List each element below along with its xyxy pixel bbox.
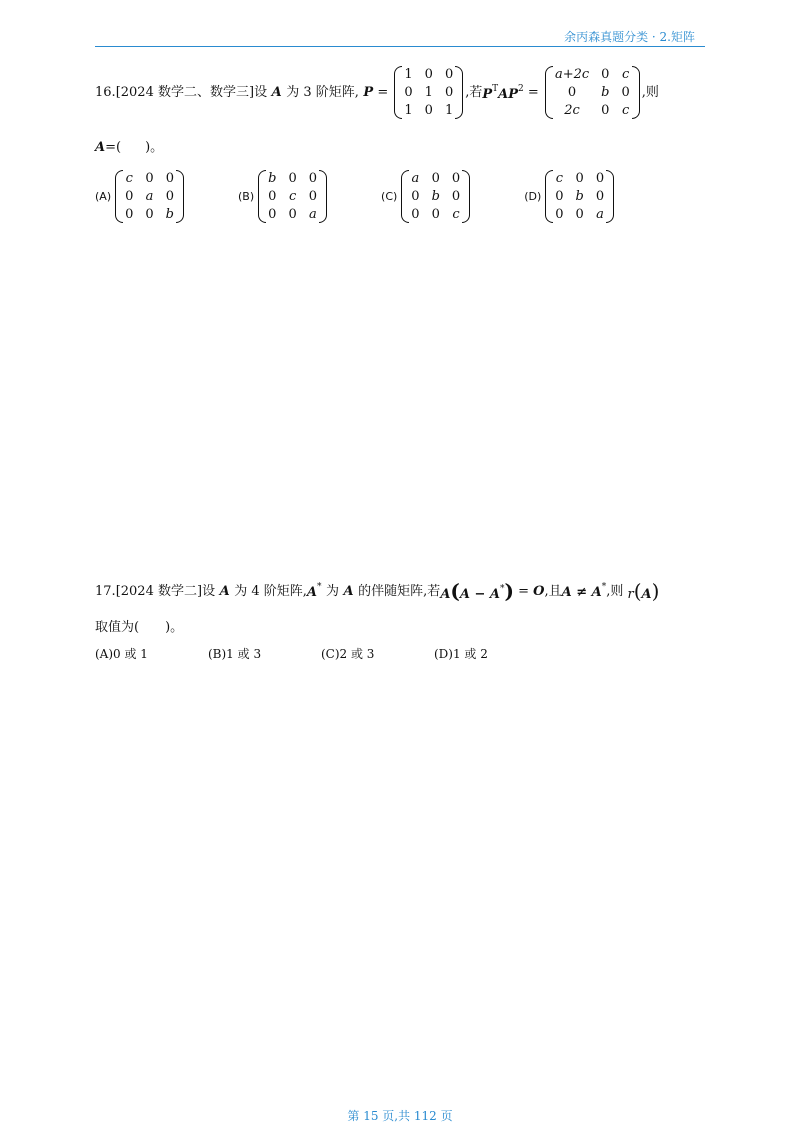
option-matrix-cell: b — [165, 207, 174, 222]
inequality-A-neq-Astar: A ≠ A* — [561, 582, 607, 600]
q17-option-a[interactable]: (A)0 或 1 — [95, 647, 148, 661]
matrix-P-cell: 0 — [424, 103, 433, 118]
q17-t6: ,则 — [606, 583, 624, 599]
q17-option-c[interactable]: (C)2 或 3 — [321, 647, 375, 661]
matrix-symbol-P: P — [358, 85, 374, 100]
matrix-P-cell: 1 — [404, 67, 413, 82]
equals-zero: = O — [513, 583, 545, 599]
option-matrix-cell: 0 — [451, 189, 461, 204]
question-16 — [95, 66, 668, 223]
option-matrix-cell: 0 — [411, 207, 420, 222]
matrix-result-cell: b — [601, 85, 610, 100]
option-matrix-cell: 0 — [268, 189, 277, 204]
q16-ask-close: )。 — [145, 140, 164, 155]
q17-source: [2024 数学二] — [115, 583, 203, 599]
option-matrix-cell: 0 — [165, 189, 174, 204]
q16-option-a[interactable] — [95, 170, 186, 223]
matrix-result-cell: 0 — [621, 85, 630, 100]
q16-option-d[interactable] — [524, 170, 616, 223]
option-label: (D) — [524, 190, 542, 203]
q17-stem — [95, 581, 659, 601]
q17-t2: 为 4 阶矩阵, — [234, 583, 307, 599]
option-matrix-cell: b — [431, 189, 440, 204]
q17-number: 17. — [95, 583, 116, 599]
matrix-result-cell: 0 — [567, 85, 577, 100]
q16-options — [95, 170, 668, 223]
page-header — [95, 28, 705, 47]
q17-option-d[interactable]: (D)1 或 2 — [434, 647, 488, 661]
matrix-result — [545, 66, 640, 119]
option-matrix-cell: 0 — [125, 207, 134, 222]
q16-option-b[interactable] — [238, 170, 329, 223]
equals-sign: = — [373, 85, 393, 100]
matrix-P-cell: 1 — [404, 103, 413, 118]
adjugate-symbol: A* — [306, 582, 322, 600]
option-matrix-cell: 0 — [308, 171, 318, 186]
matrix-result-cell: c — [621, 67, 630, 82]
q16-option-c[interactable] — [381, 170, 472, 223]
q16-stem — [95, 66, 668, 119]
matrix-P-cell: 1 — [444, 103, 454, 118]
option-matrix-cell: 0 — [595, 171, 605, 186]
option-matrix-cell: a — [309, 207, 317, 222]
option-label: (B) — [238, 190, 255, 203]
option-matrix-cell: b — [575, 189, 584, 204]
equation-A-times-diff: A(A − A*) — [440, 579, 514, 603]
q16-ask — [95, 141, 668, 154]
q17-line2-text: 取值为( )。 — [95, 620, 184, 635]
option-matrix-cell: 0 — [451, 171, 461, 186]
option-matrix — [401, 170, 470, 223]
question-17 — [95, 581, 659, 660]
option-matrix-cell: c — [125, 171, 133, 186]
option-matrix-cell: 0 — [268, 207, 277, 222]
q17-t5: ,且 — [544, 583, 562, 599]
q16-stem-d: ,则 — [641, 85, 659, 100]
q16-source: [2024 数学二、数学三] — [115, 85, 255, 100]
q16-stem-a: 设 — [254, 85, 268, 100]
option-matrix-cell: c — [288, 189, 297, 204]
option-matrix-cell: c — [555, 171, 564, 186]
option-label: (C) — [381, 190, 398, 203]
option-matrix-cell: 0 — [431, 171, 440, 186]
option-matrix-cell: 0 — [575, 171, 584, 186]
q17-t3: 为 — [326, 583, 340, 599]
q17-t1: 设 — [202, 583, 216, 599]
q17-option-b[interactable]: (B)1 或 3 — [208, 647, 262, 661]
equals-sign: = — [523, 85, 543, 100]
matrix-symbol-A: A — [215, 583, 235, 599]
rank-expression: r(A) — [623, 579, 660, 603]
q17-line2 — [95, 621, 659, 634]
option-matrix-cell: c — [452, 207, 460, 222]
option-matrix-cell: 0 — [575, 207, 584, 222]
option-matrix-cell: 0 — [145, 207, 154, 222]
page-number: 第 15 页,共 112 页 — [347, 1109, 453, 1123]
matrix-result-cell: c — [621, 103, 630, 118]
q16-ask-eq: =( — [105, 140, 122, 155]
matrix-P-cell: 0 — [404, 85, 413, 100]
matrix-result-cell: 2c — [564, 103, 580, 118]
matrix-result-cell: 0 — [601, 103, 610, 118]
matrix-P-cell: 0 — [444, 85, 454, 100]
option-matrix — [258, 170, 327, 223]
q16-number: 16. — [95, 85, 116, 100]
q17-t4: 的伴随矩阵,若 — [358, 583, 441, 599]
option-matrix-cell: a — [145, 189, 154, 204]
option-matrix-cell: a — [596, 207, 604, 222]
option-matrix-cell: 0 — [555, 189, 564, 204]
matrix-result-cell: a+2c — [554, 67, 590, 82]
option-matrix-cell: 0 — [308, 189, 318, 204]
header-title: 余丙森真题分类 · 2.矩阵 — [564, 30, 695, 44]
q17-options — [95, 648, 659, 660]
page-footer — [0, 1107, 800, 1124]
option-matrix-cell: 0 — [165, 171, 174, 186]
matrix-symbol-A: A — [339, 583, 359, 599]
q16-stem-c: ,若 — [465, 85, 483, 100]
matrix-symbol-A: A — [267, 85, 287, 100]
option-matrix-cell: 0 — [288, 171, 297, 186]
option-matrix — [115, 170, 184, 223]
matrix-result-cell: 0 — [601, 67, 610, 82]
matrix-P-cell: 1 — [424, 85, 433, 100]
option-matrix-cell: 0 — [595, 189, 605, 204]
option-matrix-cell: 0 — [288, 207, 297, 222]
option-matrix-cell: b — [268, 171, 277, 186]
matrix-P — [394, 66, 463, 119]
option-matrix-cell: 0 — [125, 189, 134, 204]
q16-stem-b: 为 3 阶矩阵, — [286, 85, 359, 100]
option-matrix-cell: 0 — [145, 171, 154, 186]
option-matrix-cell: 0 — [555, 207, 564, 222]
expression-PtAP2: $P^TAP^2$ — [482, 83, 524, 102]
option-matrix-cell: a — [411, 171, 420, 186]
option-matrix-cell: 0 — [431, 207, 440, 222]
matrix-symbol-A: A — [95, 140, 106, 155]
matrix-P-cell: 0 — [444, 67, 454, 82]
option-matrix-cell: 0 — [411, 189, 420, 204]
option-label: (A) — [95, 190, 112, 203]
matrix-P-cell: 0 — [424, 67, 433, 82]
option-matrix — [545, 170, 614, 223]
